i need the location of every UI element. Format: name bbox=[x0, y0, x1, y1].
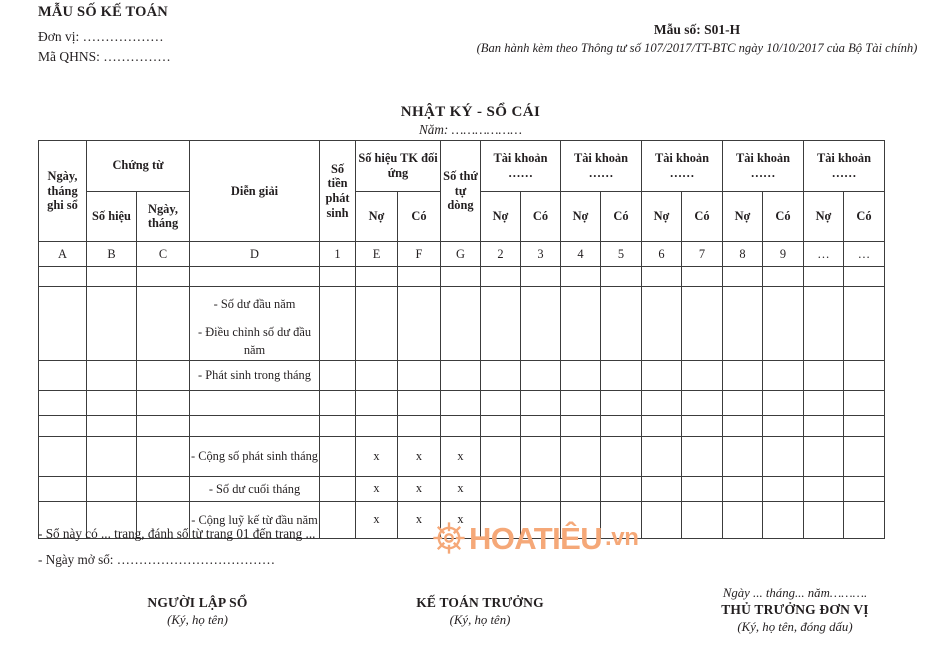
cell[interactable] bbox=[723, 267, 763, 287]
mark-cell[interactable]: x bbox=[398, 436, 441, 476]
cell[interactable] bbox=[804, 476, 844, 501]
cell[interactable] bbox=[521, 476, 561, 501]
signature-subtitle: (Ký, họ tên, đóng dấu) bbox=[737, 620, 853, 634]
cell[interactable] bbox=[763, 436, 804, 476]
th-acc2-debit: Nợ bbox=[561, 191, 601, 242]
cell[interactable] bbox=[356, 415, 398, 436]
th-voucher-group: Chứng từ bbox=[87, 141, 190, 192]
cell[interactable] bbox=[804, 360, 844, 390]
cell[interactable] bbox=[441, 390, 481, 415]
cell[interactable] bbox=[320, 267, 356, 287]
code-cell: 6 bbox=[642, 242, 682, 267]
th-acc3-debit: Nợ bbox=[642, 191, 682, 242]
cell[interactable] bbox=[561, 436, 601, 476]
table-code-row bbox=[39, 242, 885, 267]
cell[interactable] bbox=[601, 390, 642, 415]
cell[interactable] bbox=[441, 267, 481, 287]
cell[interactable] bbox=[521, 287, 561, 361]
cell[interactable] bbox=[356, 390, 398, 415]
code-cell: 1 bbox=[320, 242, 356, 267]
cell[interactable] bbox=[320, 390, 356, 415]
table-row[interactable] bbox=[39, 360, 885, 390]
ship-wheel-icon bbox=[432, 521, 466, 555]
cell[interactable] bbox=[844, 267, 885, 287]
th-corr-credit: Có bbox=[398, 191, 441, 242]
note-pages: - Sổ này có ... trang, đánh số từ trang 01 đến trang ... bbox=[38, 526, 316, 541]
cell[interactable] bbox=[137, 415, 190, 436]
cell[interactable] bbox=[356, 360, 398, 390]
cell[interactable] bbox=[723, 390, 763, 415]
cell[interactable] bbox=[398, 360, 441, 390]
th-acc5-debit: Nợ bbox=[804, 191, 844, 242]
cell[interactable] bbox=[723, 501, 763, 538]
signature-head-of-unit bbox=[650, 586, 940, 635]
cell[interactable] bbox=[356, 287, 398, 361]
cell[interactable] bbox=[320, 476, 356, 501]
organization-block bbox=[38, 4, 171, 66]
cell[interactable] bbox=[804, 287, 844, 361]
cell[interactable] bbox=[398, 390, 441, 415]
mark-cell[interactable]: x bbox=[441, 476, 481, 501]
signature-date-line: Ngày ... tháng... năm………. bbox=[722, 586, 868, 600]
code-cell: 7 bbox=[682, 242, 723, 267]
th-account-code-group: Số hiệu TK đối ứng bbox=[356, 141, 441, 192]
cell[interactable] bbox=[521, 267, 561, 287]
cell[interactable] bbox=[481, 415, 521, 436]
th-acc4-credit: Có bbox=[763, 191, 804, 242]
cell[interactable] bbox=[682, 476, 723, 501]
th-account-group-3: Tài khoản …… bbox=[642, 141, 723, 192]
code-cell: C bbox=[137, 242, 190, 267]
th-voucher-number: Số hiệu bbox=[87, 191, 137, 242]
cell[interactable] bbox=[481, 476, 521, 501]
code-cell: D bbox=[190, 242, 320, 267]
th-acc4-debit: Nợ bbox=[723, 191, 763, 242]
cell[interactable] bbox=[844, 360, 885, 390]
mark-cell[interactable]: x bbox=[356, 476, 398, 501]
cell[interactable] bbox=[39, 476, 87, 501]
cell[interactable] bbox=[844, 390, 885, 415]
cell[interactable] bbox=[723, 415, 763, 436]
cell[interactable] bbox=[39, 436, 87, 476]
cell[interactable] bbox=[39, 415, 87, 436]
description-cell[interactable]: - Số dư cuối tháng bbox=[190, 476, 320, 501]
cell[interactable] bbox=[763, 360, 804, 390]
th-date-record: Ngày, tháng ghi sổ bbox=[39, 141, 87, 242]
code-cell: G bbox=[441, 242, 481, 267]
code-cell: 8 bbox=[723, 242, 763, 267]
cell[interactable] bbox=[481, 390, 521, 415]
watermark-brand: HOATIÊU bbox=[469, 520, 602, 556]
th-acc1-credit: Có bbox=[521, 191, 561, 242]
th-description: Diễn giải bbox=[190, 141, 320, 242]
th-account-group-5: Tài khoản …… bbox=[804, 141, 885, 192]
code-cell: F bbox=[398, 242, 441, 267]
code-cell: A bbox=[39, 242, 87, 267]
th-amount: Số tiền phát sinh bbox=[320, 141, 356, 242]
cell[interactable] bbox=[87, 436, 137, 476]
cell[interactable] bbox=[682, 415, 723, 436]
cell[interactable] bbox=[723, 360, 763, 390]
description-cell[interactable] bbox=[190, 267, 320, 287]
unit-label: Đơn vị: ……………… bbox=[38, 29, 164, 44]
cell[interactable] bbox=[521, 360, 561, 390]
description-cell[interactable] bbox=[190, 287, 320, 361]
cell[interactable] bbox=[137, 476, 190, 501]
cell[interactable] bbox=[763, 501, 804, 538]
cell[interactable] bbox=[804, 415, 844, 436]
cell[interactable] bbox=[320, 501, 356, 538]
year-label: Năm: ……………… bbox=[419, 122, 522, 137]
cell[interactable] bbox=[87, 287, 137, 361]
cell[interactable] bbox=[39, 390, 87, 415]
mark-cell[interactable]: x bbox=[398, 476, 441, 501]
watermark bbox=[432, 521, 638, 555]
cell[interactable] bbox=[601, 415, 642, 436]
cell[interactable] bbox=[521, 436, 561, 476]
cell[interactable] bbox=[561, 267, 601, 287]
cell[interactable] bbox=[87, 390, 137, 415]
cell[interactable] bbox=[398, 287, 441, 361]
signature-subtitle: (Ký, họ tên) bbox=[167, 613, 228, 627]
cell[interactable] bbox=[481, 267, 521, 287]
cell[interactable] bbox=[521, 390, 561, 415]
cell[interactable] bbox=[39, 267, 87, 287]
th-acc2-credit: Có bbox=[601, 191, 642, 242]
cell[interactable] bbox=[561, 287, 601, 361]
cell[interactable] bbox=[763, 415, 804, 436]
th-acc5-credit: Có bbox=[844, 191, 885, 242]
th-corr-debit: Nợ bbox=[356, 191, 398, 242]
cell[interactable] bbox=[804, 501, 844, 538]
description-cell[interactable] bbox=[190, 390, 320, 415]
watermark-suffix: .vn bbox=[605, 524, 639, 551]
cell[interactable] bbox=[844, 415, 885, 436]
mark-cell[interactable]: x bbox=[398, 501, 441, 538]
cell[interactable] bbox=[601, 360, 642, 390]
cell[interactable] bbox=[763, 390, 804, 415]
cell[interactable] bbox=[398, 415, 441, 436]
code-cell: … bbox=[844, 242, 885, 267]
cell[interactable] bbox=[87, 360, 137, 390]
cell[interactable] bbox=[561, 360, 601, 390]
cell[interactable] bbox=[723, 436, 763, 476]
cell[interactable] bbox=[723, 476, 763, 501]
cell[interactable] bbox=[682, 360, 723, 390]
cell[interactable] bbox=[642, 501, 682, 538]
note-open-date: - Ngày mở sổ: ……………………………… bbox=[38, 552, 276, 568]
description-cell[interactable]: - Cộng số phát sinh tháng bbox=[190, 436, 320, 476]
cell[interactable] bbox=[642, 476, 682, 501]
cell[interactable] bbox=[137, 390, 190, 415]
cell[interactable] bbox=[642, 390, 682, 415]
cell[interactable] bbox=[601, 476, 642, 501]
th-voucher-date: Ngày, tháng bbox=[137, 191, 190, 242]
cell[interactable] bbox=[521, 415, 561, 436]
cell[interactable] bbox=[601, 267, 642, 287]
cell[interactable] bbox=[601, 436, 642, 476]
ledger-table-wrapper bbox=[38, 140, 885, 539]
cell[interactable] bbox=[682, 390, 723, 415]
table-header-row-1 bbox=[39, 141, 885, 192]
cell[interactable] bbox=[642, 436, 682, 476]
code-cell: E bbox=[356, 242, 398, 267]
cell[interactable] bbox=[723, 287, 763, 361]
signature-title: THỦ TRƯỞNG ĐƠN VỊ bbox=[721, 602, 869, 617]
cell[interactable] bbox=[87, 415, 137, 436]
page-title: NHẬT KÝ - SỔ CÁI bbox=[400, 104, 541, 120]
mark-cell[interactable]: x bbox=[356, 436, 398, 476]
cell[interactable] bbox=[763, 287, 804, 361]
table-row[interactable] bbox=[39, 415, 885, 436]
table-row[interactable] bbox=[39, 287, 885, 361]
table-row[interactable] bbox=[39, 476, 885, 501]
cell[interactable] bbox=[87, 476, 137, 501]
code-cell: 4 bbox=[561, 242, 601, 267]
table-row[interactable] bbox=[39, 436, 885, 476]
cell[interactable] bbox=[561, 415, 601, 436]
table-row[interactable] bbox=[39, 267, 885, 287]
cell[interactable] bbox=[441, 287, 481, 361]
ledger-table bbox=[38, 140, 885, 539]
cell[interactable] bbox=[844, 501, 885, 538]
cell[interactable] bbox=[804, 390, 844, 415]
cell[interactable] bbox=[137, 287, 190, 361]
cell[interactable] bbox=[682, 267, 723, 287]
cell[interactable] bbox=[441, 360, 481, 390]
th-account-group-4: Tài khoản …… bbox=[723, 141, 804, 192]
cell[interactable] bbox=[804, 436, 844, 476]
desc-line: - Số dư đầu năm bbox=[213, 297, 296, 311]
cell[interactable] bbox=[137, 436, 190, 476]
mark-cell[interactable]: x bbox=[441, 436, 481, 476]
cell[interactable] bbox=[642, 360, 682, 390]
cell[interactable] bbox=[642, 267, 682, 287]
cell[interactable] bbox=[763, 476, 804, 501]
code-cell: 2 bbox=[481, 242, 521, 267]
mark-cell[interactable]: x bbox=[356, 501, 398, 538]
cell[interactable] bbox=[481, 287, 521, 361]
code-cell: 3 bbox=[521, 242, 561, 267]
cell[interactable] bbox=[320, 415, 356, 436]
cell[interactable] bbox=[561, 476, 601, 501]
code-cell: B bbox=[87, 242, 137, 267]
cell[interactable] bbox=[356, 267, 398, 287]
signature-title: KẾ TOÁN TRƯỞNG bbox=[416, 595, 544, 610]
document-title-block bbox=[0, 104, 941, 138]
cell[interactable] bbox=[481, 436, 521, 476]
code-cell: … bbox=[804, 242, 844, 267]
cell[interactable] bbox=[804, 267, 844, 287]
form-reference: (Ban hành kèm theo Thông tư số 107/2017/TT-BTC ngày 10/10/2017 của Bộ Tài chính) bbox=[476, 41, 918, 55]
th-acc1-debit: Nợ bbox=[481, 191, 521, 242]
cell[interactable] bbox=[844, 436, 885, 476]
signature-chief-accountant bbox=[330, 595, 630, 628]
cell[interactable] bbox=[844, 287, 885, 361]
th-account-group-2: Tài khoản …… bbox=[561, 141, 642, 192]
cell[interactable] bbox=[320, 360, 356, 390]
code-cell: 5 bbox=[601, 242, 642, 267]
signature-title: NGƯỜI LẬP SỔ bbox=[147, 595, 248, 610]
th-account-group-1: Tài khoản …… bbox=[481, 141, 561, 192]
cell[interactable] bbox=[763, 267, 804, 287]
cell[interactable] bbox=[441, 415, 481, 436]
footer-notes bbox=[38, 521, 315, 574]
cell[interactable] bbox=[137, 267, 190, 287]
mark-cell[interactable]: x bbox=[441, 501, 481, 538]
cell[interactable] bbox=[682, 436, 723, 476]
form-code: Mẫu số: S01-H bbox=[653, 22, 741, 37]
cell[interactable] bbox=[137, 360, 190, 390]
cell[interactable] bbox=[601, 287, 642, 361]
org-title: MẪU SỐ KẾ TOÁN bbox=[38, 4, 168, 20]
th-line-order: Số thứ tự dòng bbox=[441, 141, 481, 242]
cell[interactable] bbox=[39, 360, 87, 390]
th-acc3-credit: Có bbox=[682, 191, 723, 242]
cell[interactable] bbox=[320, 287, 356, 361]
cell[interactable] bbox=[682, 501, 723, 538]
cell[interactable] bbox=[561, 390, 601, 415]
description-cell[interactable]: - Phát sinh trong tháng bbox=[190, 360, 320, 390]
cell[interactable] bbox=[87, 267, 137, 287]
desc-line: - Điều chỉnh số dư đầu năm bbox=[197, 324, 312, 358]
cell[interactable] bbox=[398, 267, 441, 287]
form-meta-block bbox=[466, 22, 928, 57]
description-cell[interactable] bbox=[190, 415, 320, 436]
cell[interactable] bbox=[39, 287, 87, 361]
budget-code-label: Mã QHNS: …………… bbox=[38, 48, 171, 64]
code-cell: 9 bbox=[763, 242, 804, 267]
cell[interactable] bbox=[320, 436, 356, 476]
cell[interactable] bbox=[682, 287, 723, 361]
cell[interactable] bbox=[642, 287, 682, 361]
signature-subtitle: (Ký, họ tên) bbox=[449, 613, 511, 627]
signature-preparer bbox=[70, 595, 325, 628]
description-cell[interactable]: - Cộng luỹ kế từ đầu năm bbox=[190, 501, 320, 538]
table-row[interactable] bbox=[39, 390, 885, 415]
cell[interactable] bbox=[642, 415, 682, 436]
cell[interactable] bbox=[481, 360, 521, 390]
cell[interactable] bbox=[844, 476, 885, 501]
